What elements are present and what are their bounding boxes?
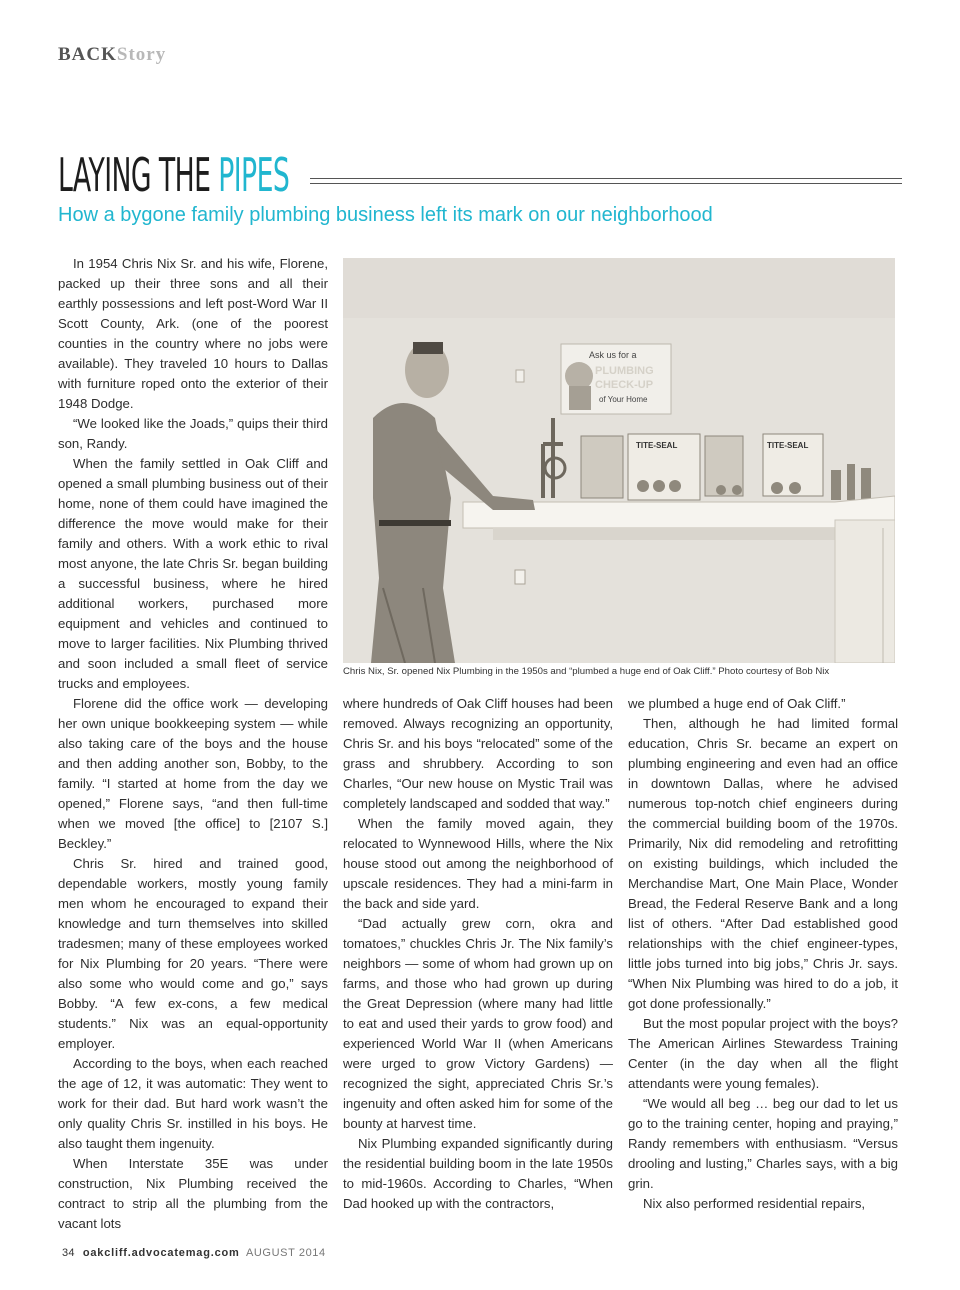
paragraph: When Interstate 35E was under construction, Nix Plumbing received the contract to strip all the plumbing from the vacant lots bbox=[58, 1156, 328, 1231]
page-number: 34 bbox=[62, 1247, 75, 1259]
paragraph: Nix Plumbing expanded significantly during the residential building boom in the late 1950s to mid-1960s. According to Charles, “When Dad hooked up with the contractors, bbox=[343, 1136, 613, 1211]
column-2 bbox=[343, 694, 613, 1214]
headline-part1: LAYING THE bbox=[58, 148, 219, 202]
paragraph: When the family moved again, they relocated to Wynnewood Hills, where the Nix house stood out among the neighborhood of upscale residences. They had a mini-farm in the back and side yard. bbox=[343, 816, 613, 911]
section-label-back: BACK bbox=[58, 44, 117, 65]
paragraph: where hundreds of Oak Cliff houses had been removed. Always recognizing an opportunity, Chris Sr. and his boys “relocated” some of the grass and shrubbery. According to son Charles, “Our new house on Mystic Trail was completely landscaped and sodded that way.” bbox=[343, 696, 613, 811]
headline-rule bbox=[310, 178, 902, 184]
historical-photo bbox=[343, 258, 895, 663]
paragraph: Chris Sr. hired and trained good, dependable workers, mostly young family men whom he encouraged to expand their knowledge and turn themselves into skilled tradesmen; many of these employees worked for Nix Plumbing for 20 years. “There were also some who would come and go,” says Bobby. “A few ex-cons, a few medical students.” Nix was an equal-opportunity employer. bbox=[58, 856, 328, 1051]
paragraph: Florene did the office work — developing her own unique bookkeeping system — while also taking care of the boys and the house and then adding another son, Bobby, to the family. “I started at home from the day we opened,” Florene says, “and then full-time when we moved [the office] to [2107 S.] Beckley.” bbox=[58, 696, 328, 851]
poster-line-2: PLUMBING bbox=[595, 365, 654, 377]
paragraph: “Dad actually grew corn, okra and tomatoes,” chuckles Chris Jr. The Nix family’s neighbors — some of whom had grown up on farms, and those who had grown up during the Great Depression (where many had little to eat and used their yards to grow food) and experienced World War II (when Americans were urged to grow Victory Gardens) — recognized the sight, appreciated Chris Sr.’s ingenuity and often asked him for some of the bounty at harvest time. bbox=[343, 916, 613, 1131]
paragraph: When the family settled in Oak Cliff and opened a small plumbing business out of their home, none of them could have imagined the difference the move would make for their family and others. With a work ethic to rival most anyone, the late Chris Sr. began building a successful business, where he hired additional workers, purchased more equipment and vehicles and continued to move to larger facilities. Nix Plumbing thrived and soon included a small fleet of service trucks and employees. bbox=[58, 456, 328, 691]
section-label bbox=[58, 44, 166, 66]
poster-line-4: of Your Home bbox=[599, 395, 648, 404]
headline bbox=[58, 150, 289, 200]
column-3 bbox=[628, 694, 898, 1214]
deck: How a bygone family plumbing business left its mark on our neighborhood bbox=[58, 204, 713, 226]
headline-part2: PIPES bbox=[218, 148, 290, 202]
paragraph: In 1954 Chris Nix Sr. and his wife, Florene, packed up their three sons and all their earthly possessions and left post-Word War II Scott County, Ark. (one of the poorest counties in the country where no jobs were available). They traveled 10 hours to Dallas with furniture roped onto the exterior of their 1948 Dodge. bbox=[58, 256, 328, 411]
poster-line-1: Ask us for a bbox=[589, 350, 637, 360]
paragraph: Nix also performed residential repairs, bbox=[643, 1196, 866, 1211]
display-label-2: TITE-SEAL bbox=[767, 441, 809, 450]
paragraph: “We looked like the Joads,” quips their third son, Randy. bbox=[58, 416, 328, 451]
poster-line-3: CHECK-UP bbox=[595, 379, 654, 391]
paragraph: But the most popular project with the boys? The American Airlines Stewardess Training Center (in the day when all the flight attendants were young females). bbox=[628, 1016, 898, 1091]
footer-date: AUGUST 2014 bbox=[245, 1247, 326, 1259]
paragraph: Then, although he had limited formal education, Chris Sr. became an expert on plumbing engineering and even had an office in downtown Dallas, where he advised numerous top-notch chief engineers during the commercial building boom of the 1970s. Primarily, Nix did remodeling and retrofitting on existing buildings, which included the Merchandise Mart, One Main Place, Wonder Bread, the Federal Reserve Bank and a long list of others. “After Dad established good relationships with the chief engineer-types, little jobs turned into big jobs,” Chris Jr. says. “When Nix Plumbing was hired to do a job, it got done professionally.” bbox=[628, 716, 898, 1011]
footer-site: oakcliff.advocatemag.com bbox=[82, 1247, 240, 1259]
section-label-story: Story bbox=[116, 44, 167, 65]
column-1 bbox=[58, 254, 328, 1234]
paragraph: we plumbed a huge end of Oak Cliff.” bbox=[628, 696, 846, 711]
paragraph: “We would all beg … beg our dad to let us go to the training center, hoping and praying,” Randy remembers with enthusiasm. “Versus drooling and lusting,” Charles says, with a big grin. bbox=[628, 1096, 898, 1191]
photo-caption: Chris Nix, Sr. opened Nix Plumbing in the 1950s and “plumbed a huge end of Oak Cliff.” Photo courtesy of Bob Nix bbox=[343, 666, 830, 677]
page-footer bbox=[62, 1247, 326, 1259]
paragraph: According to the boys, when each reached the age of 12, it was automatic: They went to work for their dad. But hard work wasn’t the only quality Chris Sr. instilled in his boys. He also taught them ingenuity. bbox=[58, 1056, 328, 1151]
display-label-1: TITE-SEAL bbox=[636, 441, 678, 450]
